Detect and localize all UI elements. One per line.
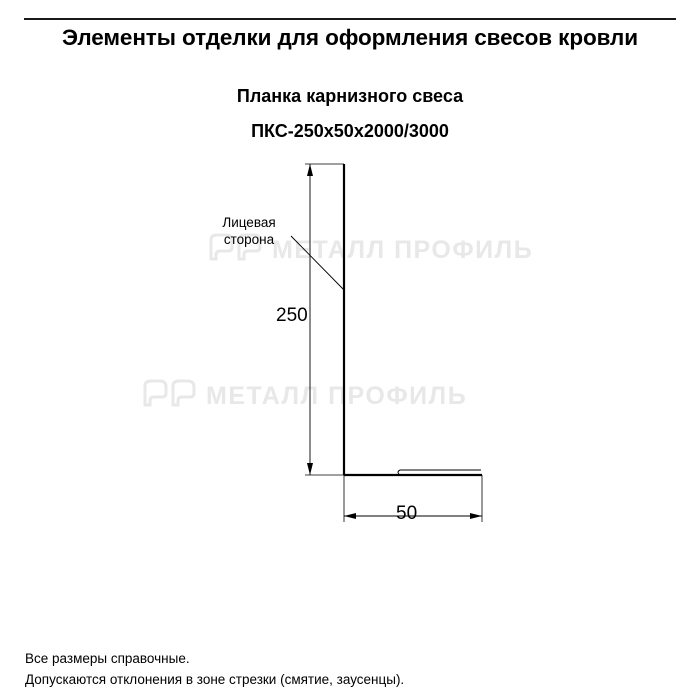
- product-code: ПКС-250х50х2000/3000: [251, 121, 449, 141]
- header-divider: [24, 18, 676, 20]
- watermark-text: МЕТАЛЛ ПРОФИЛЬ: [272, 236, 534, 264]
- callout-leader-line: [291, 236, 344, 290]
- arrow-left-icon: [344, 513, 356, 519]
- callout-line-2: сторона: [223, 232, 275, 247]
- dimension-label-50: 50: [396, 503, 418, 524]
- product-name: Планка карнизного свеса: [236, 86, 464, 106]
- page-title: Элементы отделки для оформления свесов кровли: [62, 25, 638, 50]
- arrow-up-icon: [307, 164, 313, 176]
- technical-drawing: [0, 150, 700, 570]
- dimension-label-250: 250: [276, 305, 308, 326]
- arrow-down-icon: [307, 463, 313, 475]
- watermark-text: МЕТАЛЛ ПРОФИЛЬ: [206, 382, 468, 410]
- callout-line-1: Лицевая: [222, 215, 276, 230]
- arrow-right-icon: [470, 513, 482, 519]
- callout-front-side: [206, 214, 292, 248]
- footer-note-2: Допускаются отклонения в зоне стрезки (смятие, заусенцы).: [25, 672, 405, 687]
- footer-notes: [25, 648, 404, 690]
- footer-note-1: Все размеры справочные.: [25, 651, 190, 666]
